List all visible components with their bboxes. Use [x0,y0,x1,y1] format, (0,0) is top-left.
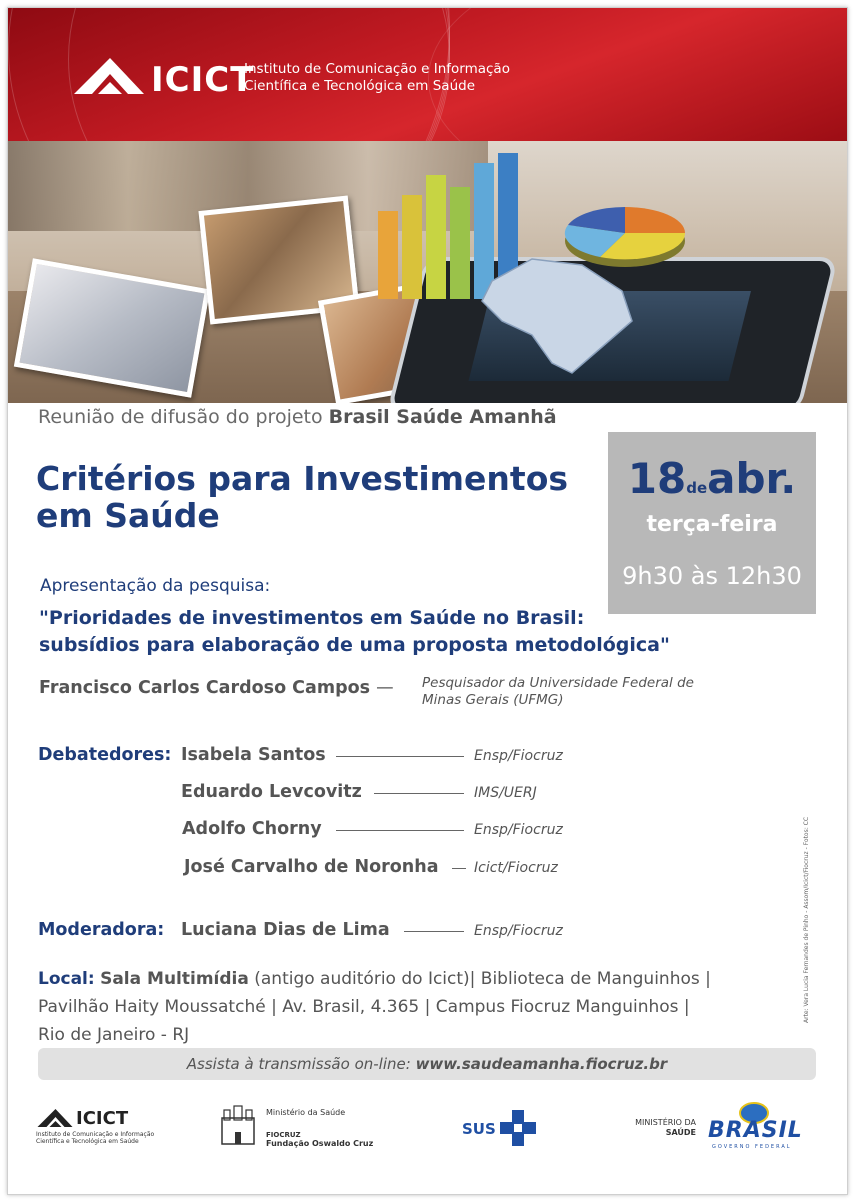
debater-name: Eduardo Levcovitz [181,782,362,802]
presentation-label: Apresentação da pesquisa: [40,576,271,596]
sus-cross-icon [500,1110,536,1146]
event-date: 18deabr. [627,454,797,503]
debater-institution: Icict/Fiocruz [474,860,558,876]
header-banner [8,8,847,141]
presenter-name: Francisco Carlos Cardoso Campos — [39,678,394,698]
stream-banner: Assista à transmissão on-line: www.saudeamanha.fiocruz.br [38,1048,816,1080]
debaters-label: Debatedores: [38,745,172,765]
stream-url[interactable]: www.saudeamanha.fiocruz.br [415,1055,668,1073]
debater-name: José Carvalho de Noronha [184,857,439,877]
divider-line [374,793,464,794]
event-time: 9h30 às 12h30 [622,562,802,590]
event-poster [7,7,848,1195]
presenter-affiliation: Pesquisador da Universidade Federal de Minas Gerais (UFMG) [422,675,694,708]
moderator-name: Luciana Dias de Lima [181,920,390,940]
institute-name: Instituto de Comunicação e Informação Científica e Tecnológica em Saúde [244,61,510,94]
icict-logo-icon [36,1108,74,1128]
date-box [608,432,816,614]
presentation-title: "Prioridades de investimentos em Saúde no Brasil: subsídios para elaboração de uma proposta metodológica" [39,607,670,656]
event-weekday: terça-feira [646,512,778,537]
debater-name: Adolfo Chorny [182,819,322,839]
debater-institution: Ensp/Fiocruz [474,822,563,838]
event-title: Critérios para Investimentos em Saúde [36,459,569,535]
hero-collage [8,141,847,403]
debater-institution: IMS/UERJ [474,785,537,801]
footer-ministerio-logo: MINISTÉRIO DA SAÚDE [635,1118,696,1137]
icict-logo-icon [72,56,146,96]
event-location: Local: Sala Multimídia (antigo auditório do Icict)| Biblioteca de Manguinhos | Pavilhão Haity Moussatché | Av. Brasil, 4.365 | Campus Fiocruz Manguinhos | Rio de Janeiro - RJ [38,969,711,1045]
moderator-label: Moderadora: [38,920,165,940]
divider-line [452,868,466,869]
divider-line [336,830,464,831]
fiocruz-castle-icon [220,1104,256,1146]
brazil-map-graphic [472,251,642,381]
divider-line [404,931,464,932]
footer-fiocruz-logo: Ministério da Saúde FIOCRUZ Fundação Oswaldo Cruz [220,1104,390,1148]
divider-line [336,756,464,757]
debater-name: Isabela Santos [181,745,326,765]
moderator-institution: Ensp/Fiocruz [474,923,563,939]
event-subtitle: Reunião de difusão do projeto Brasil Saúde Amanhã [38,406,557,428]
debater-institution: Ensp/Fiocruz [474,748,563,764]
art-credit: Arte: Vera Lucia Fernandes de Pinho - Assom/Icict/Fiocruz - Fotos: CC [803,816,810,1023]
footer-brasil-logo: BRASIL GOVERNO FEDERAL [708,1102,820,1150]
footer-sus-logo: SUS [462,1110,552,1146]
icict-logo-text: ICICT [151,60,255,100]
footer-icict-logo: ICICT Instituto de Comunicação e Informação Científica e Tecnológica em Saúde [36,1108,155,1145]
